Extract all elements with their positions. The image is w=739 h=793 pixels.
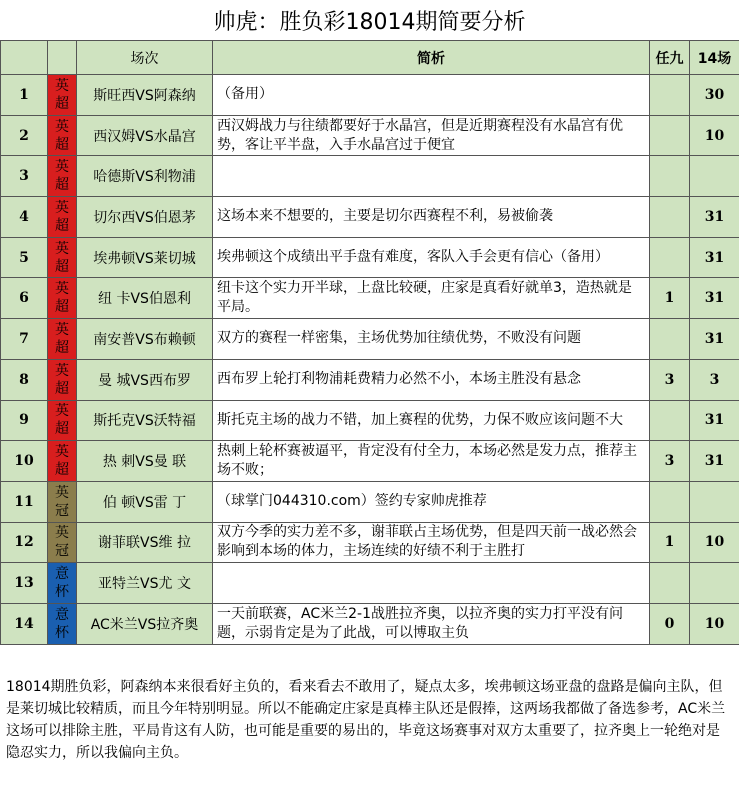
league-badge [48,278,77,319]
r9-pick [650,319,690,360]
league-char-1: 英 [55,362,69,379]
header-analysis: 简析 [213,41,650,75]
r14-pick: 3 [690,359,739,400]
table-row [1,278,739,319]
summary-text: 18014期胜负彩，阿森纳本来很看好主负的，看来看去不敢用了，疑点太多，埃弗顿这场亚盘的盘路是偏向主队，但是莱切城比较精质，而且今年特别明显。所以不能确定庄家是真棒主队还是假捧，这两场我都做了备选参考，AC米兰这场可以排除主胜，平局肯这有人防，也可能是重要的易出的，毕竟这场赛事对双方太重要了，拉齐奥上一轮绝对是隐忍实力，所以我偏向主负。 [6,679,726,761]
header-league-cell [48,41,77,75]
league-char-1: 英 [55,159,69,176]
league-badge [48,115,77,156]
match-number: 4 [1,197,48,238]
r14-pick [690,481,739,522]
match-name: 哈德斯VS利物浦 [77,156,213,197]
header-number-cell [1,41,48,75]
match-number: 10 [1,441,48,482]
match-number: 14 [1,603,48,644]
r9-pick: 3 [650,359,690,400]
match-name: 斯托克VS沃特福 [77,400,213,441]
match-name: AC米兰VS拉齐奥 [77,603,213,644]
league-char-1: 英 [55,525,69,542]
league-char-1: 英 [55,444,69,461]
analysis-table [0,40,739,645]
league-char-1: 英 [55,403,69,420]
r9-pick: 1 [650,278,690,319]
league-badge [48,197,77,238]
r9-pick [650,237,690,278]
table-row [1,522,739,563]
league-char-2: 超 [55,177,69,194]
match-name: 热 刺VS曼 联 [77,441,213,482]
match-number: 2 [1,115,48,156]
match-number: 5 [1,237,48,278]
r14-pick: 31 [690,237,739,278]
match-analysis: 双方今季的实力差不多，谢菲联占主场优势，但是四天前一战必然会影响到本场的体力，主场连续的好绩不利于主胜打 [213,522,650,563]
match-analysis [213,563,650,604]
match-number: 13 [1,563,48,604]
match-number: 7 [1,319,48,360]
match-analysis: 西汉姆战力与往绩都要好于水晶宫，但是近期赛程没有水晶宫有优势，客让平半盘，入手水晶宫过于便宜 [213,115,650,156]
r9-pick [650,156,690,197]
match-name: 南安普VS布赖顿 [77,319,213,360]
r9-pick [650,481,690,522]
league-char-2: 超 [55,95,69,112]
table-header-row [1,41,739,75]
league-char-1: 英 [55,240,69,257]
match-name: 斯旺西VS阿森纳 [77,75,213,116]
table-row [1,563,739,604]
league-char-2: 冠 [55,543,69,560]
match-number: 1 [1,75,48,116]
r9-pick: 0 [650,603,690,644]
match-analysis: 双方的赛程一样密集，主场优势加往绩优势，不败没有问题 [213,319,650,360]
league-badge [48,441,77,482]
match-number: 3 [1,156,48,197]
r14-pick: 30 [690,75,739,116]
table-row [1,359,739,400]
match-name: 曼 城VS西布罗 [77,359,213,400]
league-char-2: 超 [55,299,69,316]
league-char-2: 超 [55,136,69,153]
match-name: 伯 顿VS雷 丁 [77,481,213,522]
match-number: 12 [1,522,48,563]
league-char-1: 英 [55,281,69,298]
r14-pick: 10 [690,522,739,563]
league-badge [48,400,77,441]
match-analysis: 热刺上轮杯赛被逼平，肯定没有付全力，本场必然是发力点，推荐主场不败； [213,441,650,482]
match-name: 纽 卡VS伯恩利 [77,278,213,319]
league-char-2: 超 [55,258,69,275]
table-row [1,75,739,116]
league-badge [48,603,77,644]
table-row [1,400,739,441]
r14-pick: 31 [690,441,739,482]
league-badge [48,75,77,116]
league-badge [48,359,77,400]
match-analysis: （备用） [213,75,650,116]
league-badge [48,481,77,522]
table-row [1,237,739,278]
match-analysis [213,156,650,197]
r9-pick [650,400,690,441]
match-number: 6 [1,278,48,319]
league-char-1: 英 [55,118,69,135]
header-match: 场次 [77,41,213,75]
league-char-1: 英 [55,77,69,94]
league-badge [48,522,77,563]
league-char-2: 杯 [55,584,69,601]
match-name: 谢菲联VS维 拉 [77,522,213,563]
table-row [1,197,739,238]
r9-pick: 1 [650,522,690,563]
r14-pick [690,563,739,604]
match-analysis: 埃弗顿这个成绩出平手盘有难度，客队入手会更有信心（备用） [213,237,650,278]
r14-pick: 31 [690,319,739,360]
match-analysis: 斯托克主场的战力不错，加上赛程的优势，力保不败应该问题不大 [213,400,650,441]
match-number: 8 [1,359,48,400]
league-char-1: 意 [55,606,69,623]
r14-pick: 31 [690,278,739,319]
table-row [1,115,739,156]
r14-pick: 31 [690,400,739,441]
league-char-2: 超 [55,217,69,234]
league-char-1: 英 [55,321,69,338]
league-badge [48,237,77,278]
r14-pick: 31 [690,197,739,238]
match-name: 西汉姆VS水晶宫 [77,115,213,156]
header-r14: 14场 [690,41,739,75]
league-char-2: 超 [55,380,69,397]
match-analysis: 纽卡这个实力开半球，上盘比较硬，庄家是真看好就单3，造热就是平局。 [213,278,650,319]
match-name: 埃弗顿VS莱切城 [77,237,213,278]
league-badge [48,563,77,604]
r14-pick: 10 [690,115,739,156]
match-analysis: （球掌门044310.com）签约专家帅虎推荐 [213,481,650,522]
league-badge [48,156,77,197]
league-char-2: 杯 [55,624,69,641]
league-char-1: 意 [55,566,69,583]
match-name: 亚特兰VS尤 文 [77,563,213,604]
league-char-2: 超 [55,339,69,356]
league-char-1: 英 [55,484,69,501]
page-title: 帅虎：胜负彩18014期简要分析 [213,9,526,35]
table-row [1,481,739,522]
r14-pick [690,156,739,197]
table-row [1,319,739,360]
match-analysis: 一天前联赛，AC米兰2-1战胜拉齐奥，以拉齐奥的实力打平没有问题，示弱肯定是为了此战，可以博取主负 [213,603,650,644]
match-analysis: 这场本来不想要的，主要是切尔西赛程不利，易被偷袭 [213,197,650,238]
league-char-1: 英 [55,199,69,216]
match-analysis: 西布罗上轮打利物浦耗费精力必然不小，本场主胜没有悬念 [213,359,650,400]
r9-pick: 3 [650,441,690,482]
league-badge [48,319,77,360]
table-row [1,441,739,482]
r14-pick: 10 [690,603,739,644]
r9-pick [650,563,690,604]
table-row [1,156,739,197]
r9-pick [650,115,690,156]
match-number: 9 [1,400,48,441]
match-name: 切尔西VS伯恩茅 [77,197,213,238]
league-char-2: 超 [55,462,69,479]
match-number: 11 [1,481,48,522]
league-char-2: 超 [55,421,69,438]
r9-pick [650,197,690,238]
header-r9: 任九 [650,41,690,75]
league-char-2: 冠 [55,502,69,519]
table-row [1,603,739,644]
r9-pick [650,75,690,116]
